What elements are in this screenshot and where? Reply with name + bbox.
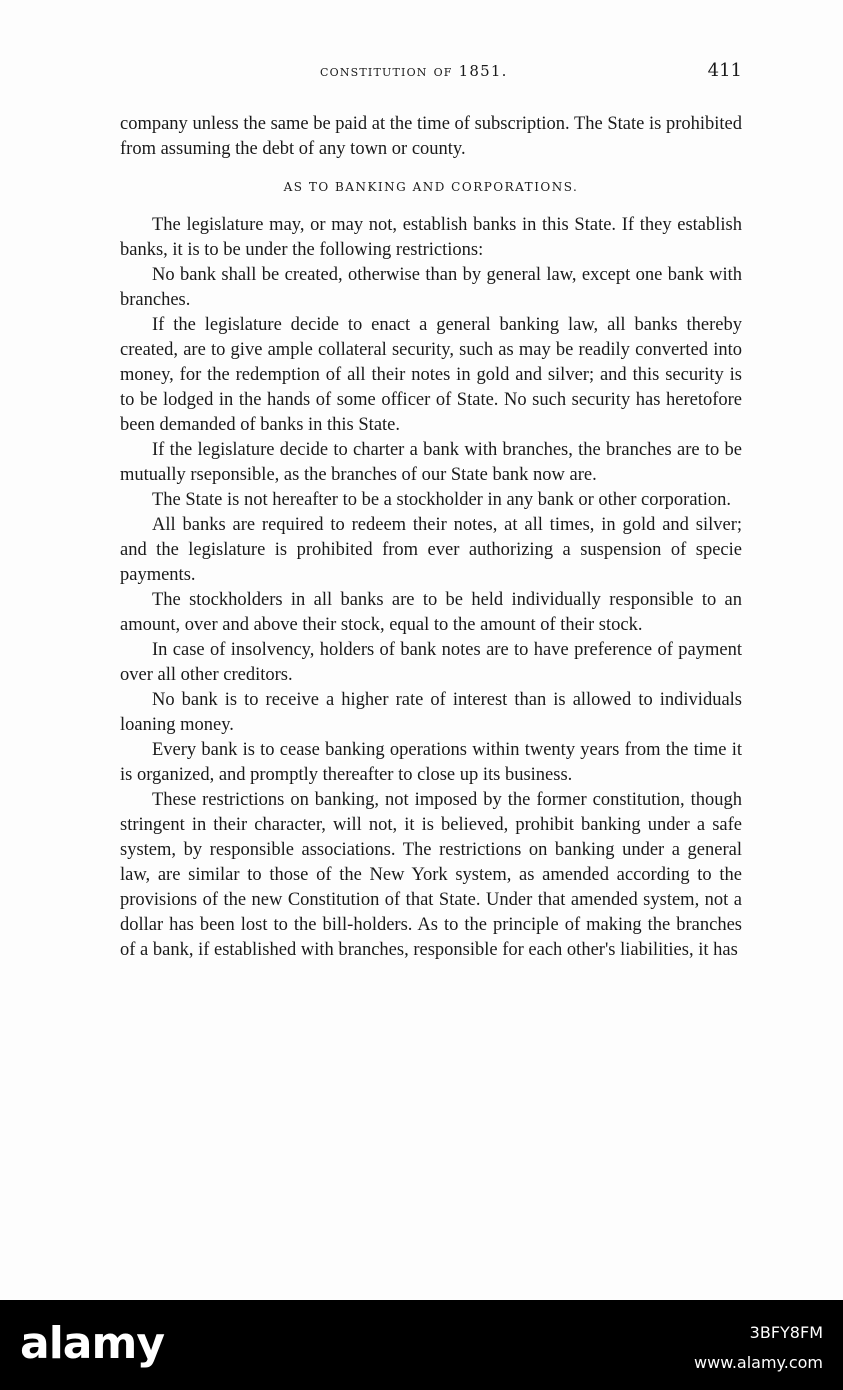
watermark-footer [0,1300,843,1390]
brand-logo: alamy [20,1318,164,1369]
paragraph: These restrictions on banking, not imposed by the former constitution, though stringent in their character, will not, it is believed, prohibit banking under a safe system, by responsible associations. The restrictions on banking under a general law, are similar to those of the New York system, as amended according to the provisions of the new Constitution of that State. Under that amended system, not a dollar has been lost to the bill-holders. As to the principle of making the branches of a bank, if established with branches, responsible for each other's liabilities, it has [120,790,742,960]
paragraph: The State is not hereafter to be a stockholder in any bank or other corporation. [152,490,731,510]
paragraph: Every bank is to cease banking operations within twenty years from the time it is organized, and promptly thereafter to close up its business. [120,740,742,785]
paragraph: In case of insolvency, holders of bank notes are to have preference of payment over all other creditors. [120,640,742,685]
paragraph: The stockholders in all banks are to be held individually responsible to an amount, over and above their stock, equal to the amount of their stock. [120,590,742,635]
paragraph: If the legislature decide to enact a general banking law, all banks thereby created, are to give ample collateral security, such as may be readily converted into money, for the redemption of all their notes in gold and silver; and this security is to be lodged in the hands of some officer of State. No such security has heretofore been demanded of banks in this State. [120,315,742,435]
paragraph: No bank shall be created, otherwise than by general law, except one bank with branches. [120,265,742,310]
paragraph: If the legislature decide to charter a bank with branches, the branches are to be mutually rseponsible, as the branches of our State bank now are. [120,440,742,485]
paragraph: All banks are required to redeem their notes, at all times, in gold and silver; and the legislature is prohibited from ever authorizing a suspension of specie payments. [120,515,742,585]
running-title: constitution of 1851. [320,62,508,80]
section-heading: AS TO BANKING AND CORPORATIONS. [283,180,579,194]
opening-paragraph: company unless the same be paid at the time of subscription. The State is prohibited from assuming the debt of any town or county. [120,114,742,159]
image-id: 3BFY8FM [749,1323,823,1342]
site-url: www.alamy.com [694,1353,823,1372]
paragraph: The legislature may, or may not, establish banks in this State. If they establish banks, it is to be under the following restrictions: [120,215,742,260]
body-text [120,112,742,963]
paragraph: No bank is to receive a higher rate of interest than is allowed to individuals loaning money. [120,690,742,735]
running-head [120,62,742,86]
page-number: 411 [707,60,742,81]
